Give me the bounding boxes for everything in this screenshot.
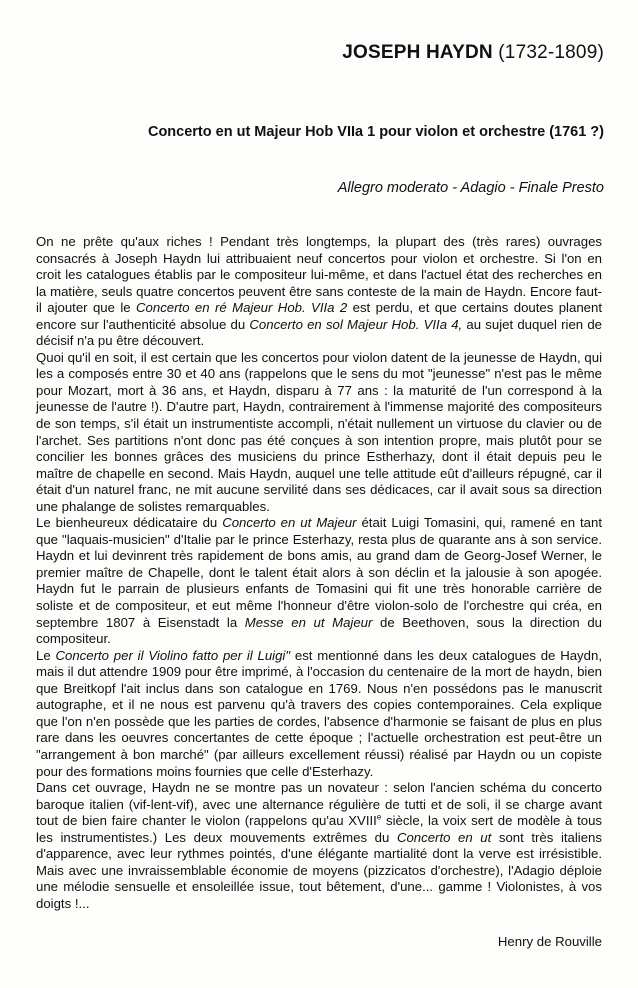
paragraph-5 xyxy=(36,780,602,912)
text-run: était Luigi Tomasini, qui, ramené en tant que "laquais-musicien" d'Italie par le prince Esterhazy, resta plus de quarante ans à son service. Haydn et lui devinrent très rapidement de bons amis, au grand dam de Georg-Josef Werner, le premier maître de Chapelle, dont le talent était alors à son déclin et la jalousie à son apogée. Haydn fut le parrain de plusieurs enfants de Tomasini qui fit une très honorable carrière de soliste et de compositeur, et eut même l'honneur d'être violon-solo de l'orchestre qui créa, en septembre 1807 à Eisenstadt la xyxy=(36,515,602,630)
work-reference: Concerto per il Violino fatto per il Luigi" xyxy=(55,647,291,663)
text-run: siècle, la voix sert de modèle à tous les instrumentistes.) Les deux mouvements extrêmes du xyxy=(36,813,603,845)
work-reference: Messe en ut Majeur xyxy=(244,614,373,630)
paragraph-2: Quoi qu'il en soit, il est certain que les concertos pour violon datent de la jeunesse de Haydn, qui les a composés entre 30 et 40 ans (rappelons que le sens du mot "jeunesse" n'est pas le même pour Mozart, mort à 36 ans, et Haydn, disparu à 77 ans : la maturité de l'un correspond à la jeunesse de l'autre !). D'autre part, Haydn, contrairement à l'immense majorité des compositeurs de son temps, s'il était un instrumentiste accompli, n'était nullement un virtuose du clavier ou de l'archet. Ses partitions n'ont donc pas été conçues à son intention propre, mais plutôt pour se concilier les bonnes grâces des musiciens du prince Estherhazy, dont il était depuis peu le maître de chapelle en second. Mais Haydn, auquel une telle attitude eût d'ailleurs répugné, car il était d'un naturel franc, ne mit aucune servilité dans ses dédicaces, car il avait sous sa direction une phalange de solistes remarquables. xyxy=(36,349,602,514)
composer-dates: (1732-1809) xyxy=(498,42,604,63)
movements-line: Allegro moderato - Adagio - Finale Presto xyxy=(337,180,604,196)
paragraph-4 xyxy=(36,648,602,780)
composer-name: JOSEPH HAYDN xyxy=(342,42,493,63)
text-run: est perdu, et que certains doutes planent encore sur l'authenticité absolue du xyxy=(36,300,602,332)
paragraph-3 xyxy=(36,515,602,647)
body-text xyxy=(36,234,602,912)
text-run: sont très italiens d'apparence, avec leur rythmes pointés, d'une élégante martialité dont la verve est irrésistible. Mais avec une invraissemblable économie de moyens (pizzicatos d'orchestre), l'Adagio déploie une mélodie sensuelle et ensoleillée issue, tout bêtement, d'une... gamme ! Violonistes, à vos doigts !... xyxy=(36,829,602,911)
work-reference: Concerto en ut xyxy=(396,829,492,845)
text-run: Le bienheureux dédicataire du xyxy=(36,515,223,531)
work-title: Concerto en ut Majeur Hob VIIa 1 pour violon et orchestre (1761 ?) xyxy=(147,124,604,140)
work-reference: Concerto en sol Majeur Hob. VIIa 4, xyxy=(249,316,463,332)
text-run: On ne prête qu'aux riches ! Pendant très longtemps, la plupart des (très rares) ouvrages consacrés à Joseph Haydn lui attribuaient neuf concertos pour violon et orchestre. Si l'on en croit les catalogues établis par le compositeur lui-même, et dans l'actuel état des recherches en la matière, seuls quatre concertos peuvent être sans conteste de la main de Haydn. Encore faut-il ajouter que le xyxy=(36,234,602,316)
paragraph-1 xyxy=(36,234,602,350)
text-run: au sujet duquel rien de décisif n'a pu être découvert. xyxy=(36,316,602,349)
text-run: de Beethoven, sous la direction du compositeur. xyxy=(36,614,603,647)
composer-heading xyxy=(342,42,604,64)
text-run: Dans cet ouvrage, Haydn ne se montre pas un novateur : selon l'ancien schéma du concerto baroque italien (vif-lent-vif), avec une alternance régulière de tutti et de soli, il se charge avant tout de bien faire chanter le violon (rappelons qu'au XVIII xyxy=(36,780,602,829)
text-run: est mentionné dans les deux catalogues de Haydn, mais il dut attendre 1909 pour être imprimé, à l'occasion du centenaire de la mort de haydn, bien que Breitkopf l'ait inclus dans son catalogue en 1769. Nous n'en possédons pas le manuscrit autographe, et il ne nous est parvenu qu'à travers des copies contemporaines. Cela explique que l'on n'en possède que les parties de cordes, l'absence d'harmonie se faisant de plus en plus rare dans les oeuvres concertantes de cette époque ; l'actuelle orchestration est peut-être un "arrangement à bon marché" (par ailleurs excellement réussi) réalisé par Haydn ou un copiste pour des formations moins fournies que celle d'Esterhazy. xyxy=(36,647,602,779)
author-signature: Henry de Rouville xyxy=(497,934,602,949)
work-reference: Concerto en ré Majeur Hob. VIIa 2 xyxy=(136,300,348,316)
work-reference: Concerto en ut Majeur xyxy=(222,515,357,531)
superscript: e xyxy=(376,812,382,822)
text-run: Le xyxy=(36,647,56,663)
